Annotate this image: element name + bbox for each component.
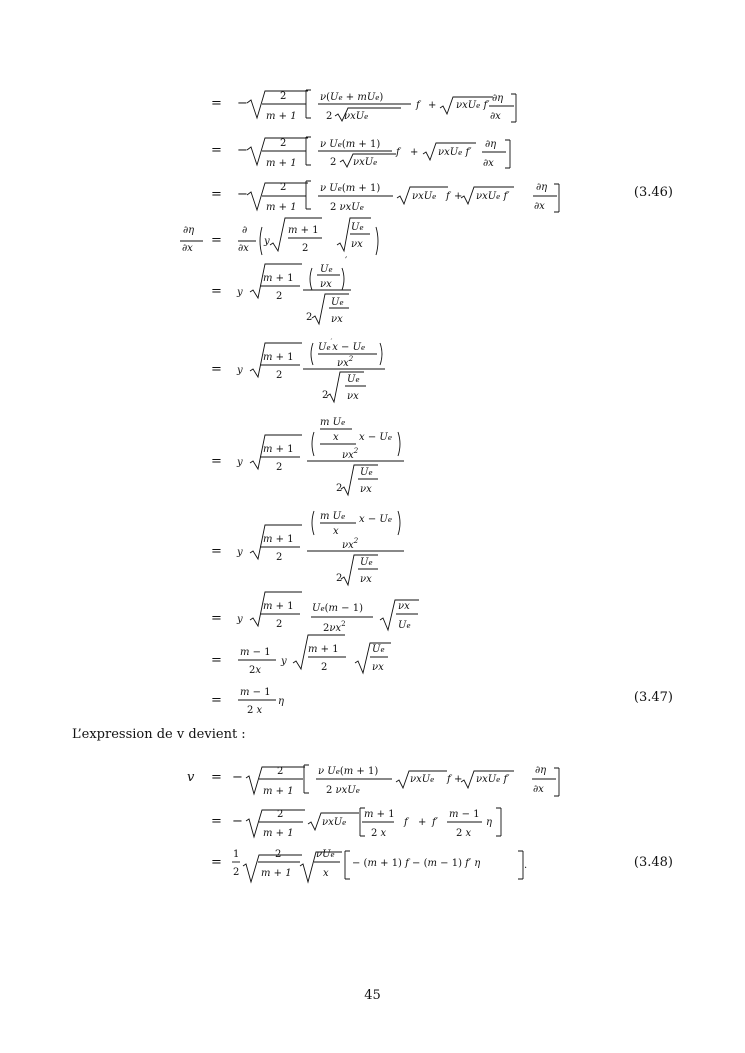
- svg-text:2: 2: [322, 390, 329, 401]
- svg-text:2: 2: [276, 619, 283, 630]
- svg-text:νx2: $\nu x^2$: [342, 537, 359, 551]
- svg-text:2: 2: [276, 291, 283, 302]
- page-number: 45: [364, 988, 381, 1003]
- svg-text:∂x: ∂x: [182, 243, 193, 254]
- svg-text:νxUe: νxUe: [353, 157, 378, 168]
- svg-text:2: 2: [336, 573, 343, 584]
- svg-text:−: −: [232, 770, 243, 785]
- svg-text:=: =: [211, 611, 222, 626]
- svg-text:m + 1: m + 1: [266, 158, 297, 169]
- svg-text:m + 1: m + 1: [263, 786, 294, 797]
- svg-text:f: f: [446, 191, 450, 202]
- svg-text:∂x: ∂x: [533, 784, 544, 795]
- intro-text: L’expression de v devient :: [72, 727, 246, 742]
- equation-number-3-47: (3.47): [633, 690, 673, 705]
- svg-text:νxUe f′: νxUe f′: [476, 191, 510, 202]
- svg-text:2 x: 2 x: [247, 705, 263, 716]
- svg-text:1: 1: [233, 849, 240, 860]
- svg-text:y: y: [237, 287, 243, 298]
- svg-text:∂: ∂: [242, 225, 248, 236]
- svg-text:y: y: [237, 547, 243, 558]
- svg-text:=: =: [211, 693, 222, 708]
- svg-text:νxUe: νxUe: [410, 774, 435, 785]
- svg-text:Ue′x − Ue: Ue′x − Ue: [318, 338, 366, 353]
- svg-text:2: 2: [276, 370, 283, 381]
- svg-text:=: =: [211, 855, 222, 870]
- svg-text:=: =: [211, 454, 222, 469]
- svg-text:Ue: Ue: [347, 374, 360, 385]
- svg-text:+: +: [454, 774, 463, 785]
- svg-text:m + 1: m + 1: [364, 809, 395, 820]
- svg-text:2: 2: [306, 312, 313, 323]
- svg-text:x: x: [323, 868, 329, 879]
- svg-text:2: 2: [330, 157, 337, 168]
- svg-text:2 νxUe: 2 νxUe: [326, 785, 360, 796]
- svg-text:∂η: ∂η: [535, 765, 547, 776]
- svg-text:− (m + 1) f − (m − 1) f′ η: − (m + 1) f − (m − 1) f′ η: [352, 858, 481, 869]
- svg-text:2: 2: [277, 809, 284, 820]
- svg-text:=: =: [211, 653, 222, 668]
- svg-text:νxUe: νxUe: [412, 191, 437, 202]
- svg-text:2: 2: [280, 182, 287, 193]
- svg-text:+: +: [428, 100, 437, 111]
- svg-text:y: y: [281, 656, 287, 667]
- svg-text:2: 2: [276, 552, 283, 563]
- svg-text:νxUe f′: νxUe f′: [438, 147, 472, 158]
- svg-text:2: 2: [336, 483, 343, 494]
- svg-text:=: =: [211, 187, 222, 202]
- svg-text:m − 1: m − 1: [449, 809, 480, 820]
- svg-text:m + 1: m + 1: [308, 644, 339, 655]
- equation-number-3-46: (3.46): [633, 185, 673, 200]
- svg-text:f: f: [416, 100, 420, 111]
- svg-text:m + 1: m + 1: [263, 534, 294, 545]
- svg-text:+: +: [410, 147, 419, 158]
- svg-text:x − Ue: x − Ue: [359, 432, 392, 443]
- svg-text:f: f: [404, 817, 408, 828]
- svg-text:η: η: [486, 817, 492, 828]
- svg-text:Ue: Ue: [351, 222, 364, 233]
- svg-text:νx: νx: [372, 662, 384, 673]
- svg-text:ν Ue(m + 1): ν Ue(m + 1): [320, 139, 381, 150]
- svg-text:νUe: νUe: [316, 849, 335, 860]
- svg-text:∂η: ∂η: [485, 139, 497, 150]
- svg-text:νx: νx: [347, 391, 359, 402]
- svg-text:f: f: [447, 774, 451, 785]
- svg-text:m + 1: m + 1: [266, 111, 297, 122]
- svg-text:2 νxUe: 2 νxUe: [330, 202, 364, 213]
- svg-text:m Ue: m Ue: [320, 417, 346, 428]
- svg-text:2: 2: [280, 138, 287, 149]
- svg-text:m + 1: m + 1: [263, 601, 294, 612]
- svg-text:∂x: ∂x: [238, 243, 249, 254]
- svg-text:y: y: [237, 457, 243, 468]
- svg-text:m + 1: m + 1: [288, 225, 319, 236]
- svg-text:Ue: Ue: [360, 467, 373, 478]
- svg-text:Ue: Ue: [372, 644, 385, 655]
- svg-text:νx2: $\nu x^2$: [337, 355, 354, 369]
- svg-text:′: ′: [345, 256, 348, 267]
- svg-text:2: 2: [321, 662, 328, 673]
- svg-text:+: +: [454, 191, 463, 202]
- svg-text:2: 2: [302, 243, 309, 254]
- svg-text:2 x: 2 x: [456, 828, 472, 839]
- svg-text:2νx2: $2\nu x^2$: [323, 620, 346, 634]
- svg-text:=: =: [211, 544, 222, 559]
- svg-text:2: 2: [276, 462, 283, 473]
- svg-text:−: −: [237, 187, 248, 202]
- svg-text:y: y: [237, 614, 243, 625]
- svg-text:2: 2: [275, 849, 282, 860]
- svg-text:m − 1: m − 1: [240, 687, 271, 698]
- svg-text:m Ue: m Ue: [320, 511, 346, 522]
- svg-text:νx: νx: [320, 279, 332, 290]
- svg-text:+: +: [418, 817, 427, 828]
- svg-text:νx: νx: [360, 484, 372, 495]
- svg-text:Ue: Ue: [360, 557, 373, 568]
- svg-text:Ue: Ue: [331, 297, 344, 308]
- svg-text:2: 2: [280, 91, 287, 102]
- svg-text:νx: νx: [360, 574, 372, 585]
- equation-number-3-48: (3.48): [633, 855, 673, 870]
- svg-text:η: η: [278, 696, 284, 707]
- svg-text:∂η: ∂η: [492, 93, 504, 104]
- svg-text:ν Ue(m + 1): ν Ue(m + 1): [320, 183, 381, 194]
- svg-text:=: =: [211, 233, 222, 248]
- svg-text:m + 1: m + 1: [263, 352, 294, 363]
- svg-text:∂x: ∂x: [483, 158, 494, 169]
- svg-text:=: =: [211, 362, 222, 377]
- svg-text:f′: f′: [432, 817, 438, 828]
- svg-text:x − Ue: x − Ue: [359, 514, 392, 525]
- svg-text:νx: νx: [331, 314, 343, 325]
- svg-text:νxUe: νxUe: [344, 111, 369, 122]
- svg-text:νx: νx: [351, 239, 363, 250]
- svg-text:Ue: Ue: [398, 620, 411, 631]
- svg-text:ν Ue(m + 1): ν Ue(m + 1): [318, 766, 379, 777]
- svg-text:νx2: $\nu x^2$: [342, 447, 359, 461]
- svg-text:y: y: [237, 365, 243, 376]
- svg-text:Ue(m − 1): Ue(m − 1): [312, 603, 363, 614]
- svg-text:∂x: ∂x: [534, 201, 545, 212]
- svg-text:−: −: [237, 143, 248, 158]
- svg-text:νxUe: νxUe: [322, 817, 347, 828]
- svg-text:2: 2: [326, 111, 333, 122]
- svg-text:=: =: [211, 814, 222, 829]
- svg-text:2: 2: [233, 867, 240, 878]
- svg-text:m + 1: m + 1: [263, 273, 294, 284]
- svg-text:v: v: [187, 770, 195, 785]
- svg-text:f: f: [396, 147, 400, 158]
- svg-text:Ue: Ue: [320, 264, 333, 275]
- svg-text:2x: 2x: [249, 665, 262, 676]
- svg-text:y: y: [264, 236, 270, 247]
- svg-text:m + 1: m + 1: [261, 868, 292, 879]
- svg-text:−: −: [237, 96, 248, 111]
- svg-text:2: 2: [277, 766, 284, 777]
- svg-text:=: =: [211, 96, 222, 111]
- svg-text:m + 1: m + 1: [263, 828, 294, 839]
- svg-text:νxUe f′: νxUe f′: [476, 774, 510, 785]
- svg-text:x: x: [333, 432, 339, 443]
- svg-text:−: −: [232, 814, 243, 829]
- svg-text:=: =: [211, 143, 222, 158]
- svg-text:∂η: ∂η: [183, 225, 195, 236]
- svg-text:2 x: 2 x: [371, 828, 387, 839]
- svg-text:νxUe f′: νxUe f′: [456, 100, 490, 111]
- svg-text:m + 1: m + 1: [263, 444, 294, 455]
- svg-text:=: =: [211, 284, 222, 299]
- svg-text:m − 1: m − 1: [240, 647, 271, 658]
- svg-text:x: x: [333, 526, 339, 537]
- svg-text:.: .: [524, 860, 528, 871]
- svg-text:ν(Ue + mUe): ν(Ue + mUe): [320, 92, 384, 103]
- svg-text:=: =: [211, 770, 222, 785]
- svg-text:∂η: ∂η: [536, 182, 548, 193]
- svg-text:m + 1: m + 1: [266, 202, 297, 213]
- svg-text:∂x: ∂x: [490, 111, 501, 122]
- svg-text:νx: νx: [398, 601, 410, 612]
